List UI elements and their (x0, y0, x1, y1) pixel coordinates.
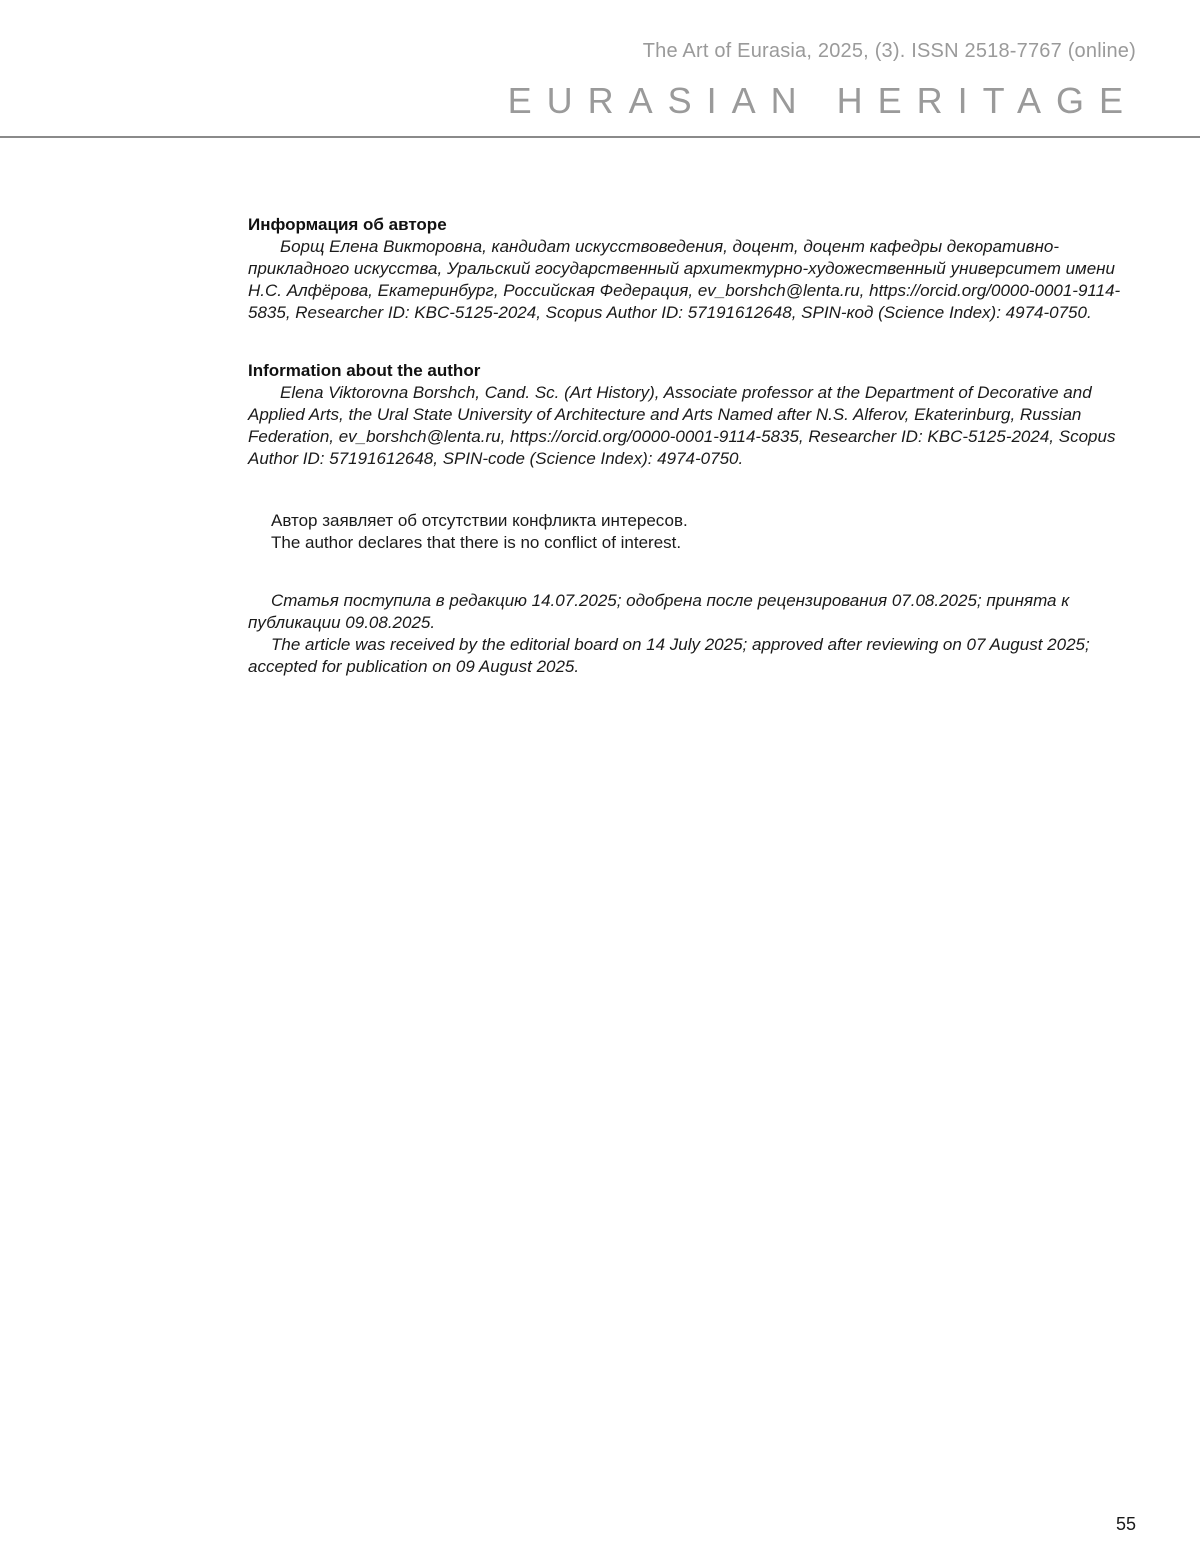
author-info-ru (248, 214, 1143, 324)
page-header (0, 0, 1200, 138)
author-info-ru-heading: Информация об авторе (248, 215, 447, 234)
author-info-en-heading: Information about the author (248, 361, 481, 380)
dates-en: The article was received by the editorial board on 14 July 2025; approved after reviewing on 07 August 2025; accepted for publication on 09 August 2025. (248, 635, 1090, 676)
author-info-en (248, 360, 1143, 470)
article-dates (248, 590, 1143, 678)
author-info-ru-text: Борщ Елена Викторовна, кандидат искусствоведения, доцент, доцент кафедры декоративно-прикладного искусства, Уральский государственный архитектурно-художественный университет имени Н.С. Алфёрова, Екатеринбург, Российская Федерация, ev_borshch@lenta.ru, https://orcid.org/0000-0001-9114-5835, Researcher ID: KBC-5125-2024, Scopus Author ID: 57191612648, SPIN-код (Science Index): 4974-0750. (248, 237, 1121, 322)
series-title: EURASIAN HERITAGE (507, 80, 1138, 121)
author-info-en-text: Elena Viktorovna Borshch, Cand. Sc. (Art History), Associate professor at the Department of Decorative and Applied Arts, the Ural State University of Architecture and Arts Named after N.S. Alferov, Ekaterinburg, Russian Federation, ev_borshch@lenta.ru, https://orcid.org/0000-0001-9114-5835, Researcher ID: KBC-5125-2024, Scopus Author ID: 57191612648, SPIN-code (Science Index): 4974-0750. (248, 383, 1116, 468)
conflict-of-interest-declaration (248, 510, 1143, 554)
article-end-matter (248, 214, 1143, 678)
page-number: 55 (1115, 1514, 1136, 1534)
declaration-ru: Автор заявляет об отсутствии конфликта интересов. (271, 511, 688, 530)
declaration-en: The author declares that there is no conflict of interest. (271, 533, 682, 552)
dates-ru: Статья поступила в редакцию 14.07.2025; одобрена после рецензирования 07.08.2025; принята к публикации 09.08.2025. (248, 591, 1070, 632)
journal-citation: The Art of Eurasia, 2025, (3). ISSN 2518-7767 (online) (642, 40, 1136, 62)
